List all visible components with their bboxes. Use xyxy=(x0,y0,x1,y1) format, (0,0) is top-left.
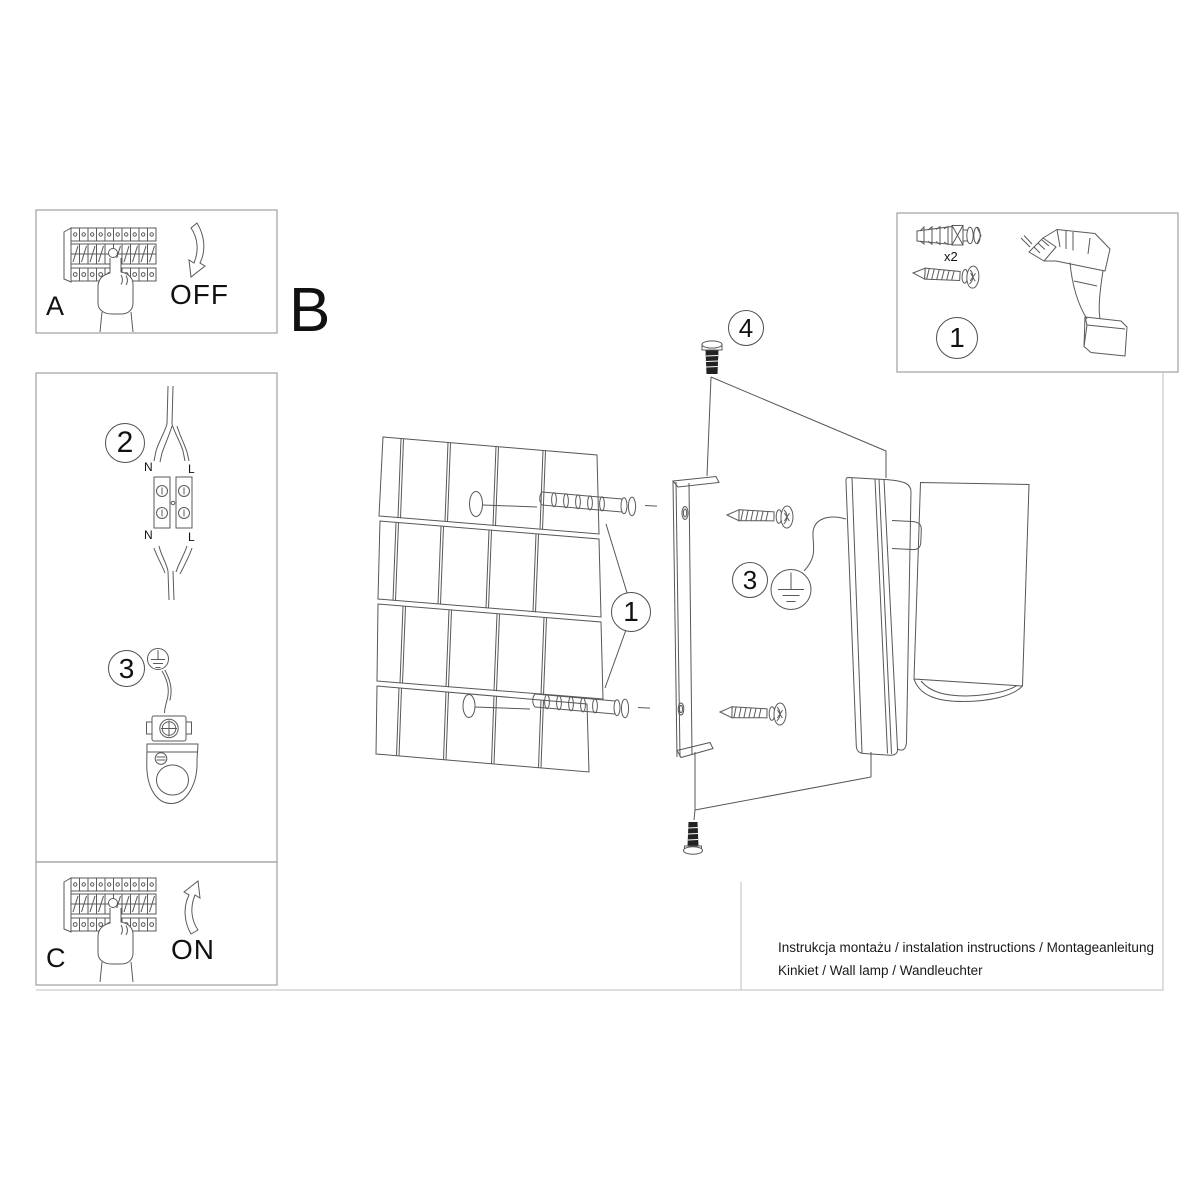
sheet-frame xyxy=(36,373,1163,990)
wire-label-l-bottom: L xyxy=(188,530,195,544)
drill-icon xyxy=(1021,230,1127,357)
callout-parts-1: 1 xyxy=(936,317,978,359)
callout-step-3: 3 xyxy=(108,650,145,687)
wall-lamp xyxy=(846,478,1029,756)
wall-anchor-lower xyxy=(533,694,650,718)
ground-symbol-icon xyxy=(771,570,811,610)
arrow-down-icon xyxy=(189,223,205,277)
panel-a-art xyxy=(64,223,205,332)
section-b-label: B xyxy=(289,276,331,345)
lamp-cylinder xyxy=(914,483,1029,687)
grounding-art xyxy=(147,649,199,804)
machine-screw-top xyxy=(702,341,722,374)
ground-terminal xyxy=(147,716,192,741)
wire-label-n-top: N xyxy=(144,460,153,474)
lamp-knob xyxy=(892,521,921,550)
footer-line-2: Kinkiet / Wall lamp / Wandleuchter xyxy=(778,963,983,978)
parts-quantity-label: x2 xyxy=(944,249,958,264)
mounting-screw-lower xyxy=(720,702,786,725)
wiring-art xyxy=(154,386,192,600)
wire-label-l-top: L xyxy=(188,462,195,476)
panel-frames xyxy=(36,210,1178,985)
callout-step-2: 2 xyxy=(105,423,145,463)
screw-top-leaders xyxy=(707,377,886,478)
callout-assembly-1: 1 xyxy=(611,592,651,632)
panel-c-state-label: ON xyxy=(171,934,215,965)
footer-text xyxy=(778,936,1154,982)
ground-wire xyxy=(804,517,846,571)
terminal-block xyxy=(154,477,192,528)
arrow-up-icon xyxy=(184,881,200,934)
steps-panel-frame xyxy=(36,373,277,862)
lamp-mount-part xyxy=(147,744,198,804)
mounting-bracket xyxy=(673,477,719,758)
wire-label-n-bottom: N xyxy=(144,528,153,542)
wall-plug-icon xyxy=(917,226,981,246)
panel-c-label: C xyxy=(46,943,66,973)
assembly-art xyxy=(376,341,1029,854)
callout-assembly-3: 3 xyxy=(732,562,768,598)
machine-screw-bottom xyxy=(684,822,703,854)
callout-assembly-4: 4 xyxy=(728,310,764,346)
wall-tiles xyxy=(376,437,603,772)
panel-c-art xyxy=(64,878,200,982)
mounting-screw-upper xyxy=(727,505,793,528)
screw-bottom-leaders xyxy=(694,752,871,820)
panel-a-label: A xyxy=(46,291,65,321)
ground-symbol-icon xyxy=(148,649,169,670)
footer-line-1: Instrukcja montażu / instalation instructions / Montageanleitung xyxy=(778,940,1154,955)
panel-a-state-label: OFF xyxy=(170,279,229,310)
